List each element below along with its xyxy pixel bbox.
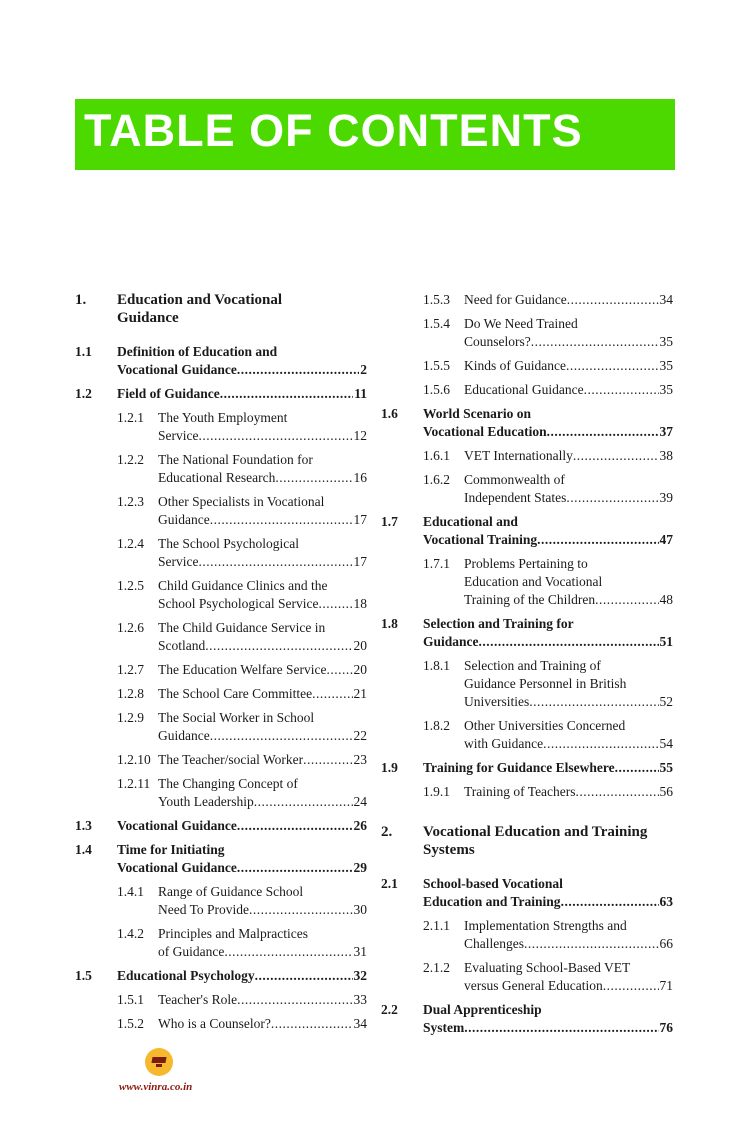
page-number: 76 bbox=[659, 1020, 673, 1035]
entry-title-line: Other Specialists in Vocational bbox=[158, 494, 325, 509]
entry-number: 2.1 bbox=[381, 876, 398, 891]
dot-leader bbox=[584, 381, 659, 399]
entry-title-line: Selection and Training for bbox=[423, 616, 574, 631]
toc-entry[interactable] bbox=[75, 385, 367, 403]
dot-leader bbox=[479, 633, 659, 651]
entry-title-last-line bbox=[158, 469, 367, 487]
toc-banner bbox=[75, 99, 675, 170]
dot-leader bbox=[566, 489, 658, 507]
page-number: 32 bbox=[353, 968, 367, 983]
entry-number: 1.5.2 bbox=[117, 1016, 144, 1031]
entry-number: 2.1.1 bbox=[423, 918, 450, 933]
entry-number: 1.5.3 bbox=[423, 292, 450, 307]
entry-number: 1.7.1 bbox=[423, 556, 450, 571]
dot-leader bbox=[595, 591, 658, 609]
toc-entry[interactable] bbox=[75, 451, 367, 487]
dot-leader bbox=[255, 967, 353, 985]
page-number: 66 bbox=[659, 936, 673, 951]
entry-title-last-line bbox=[158, 427, 367, 445]
toc-entry[interactable] bbox=[75, 577, 367, 613]
toc-entry[interactable] bbox=[381, 555, 673, 609]
entry-title-line: Guidance bbox=[158, 512, 210, 527]
entry-number: 1.2.6 bbox=[117, 620, 144, 635]
entry-title-line: VET Internationally bbox=[464, 448, 573, 463]
entry-title-last-line bbox=[158, 661, 367, 679]
page-number: 51 bbox=[659, 634, 673, 649]
entry-title-last-line bbox=[423, 633, 673, 651]
dot-leader bbox=[237, 361, 359, 379]
chapter-heading[interactable] bbox=[381, 823, 673, 859]
toc-entry[interactable] bbox=[75, 967, 367, 985]
dot-leader bbox=[275, 469, 352, 487]
entry-number: 1.2.11 bbox=[117, 776, 151, 791]
page-number: 55 bbox=[659, 760, 673, 775]
entry-title-line: Vocational Guidance bbox=[117, 362, 237, 377]
toc-entry[interactable] bbox=[381, 447, 673, 465]
page-number: 26 bbox=[353, 818, 367, 833]
entry-number: 1.2.7 bbox=[117, 662, 144, 677]
toc-entry[interactable] bbox=[381, 471, 673, 507]
entry-title-line: Principles and Malpractices bbox=[158, 926, 308, 941]
entry-title-line: Training of the Children bbox=[464, 592, 596, 607]
toc-entry[interactable] bbox=[75, 991, 367, 1009]
entry-title-line: Teacher's Role bbox=[158, 992, 238, 1007]
toc-entry[interactable] bbox=[75, 619, 367, 655]
page-number: 29 bbox=[353, 860, 367, 875]
dot-leader bbox=[524, 935, 659, 953]
entry-title-last-line bbox=[464, 333, 673, 351]
dot-leader bbox=[312, 685, 352, 703]
page-number: 56 bbox=[659, 784, 673, 799]
entry-title-last-line bbox=[158, 553, 367, 571]
dot-leader bbox=[531, 333, 659, 351]
dot-leader bbox=[567, 291, 659, 309]
dot-leader bbox=[271, 1015, 353, 1033]
entry-title-last-line bbox=[464, 357, 673, 375]
entry-title-line: Educational Guidance bbox=[464, 382, 584, 397]
entry-title-line: Commonwealth of bbox=[464, 472, 565, 487]
entry-title-last-line bbox=[464, 591, 673, 609]
page-number: 2 bbox=[360, 362, 367, 377]
page-number: 11 bbox=[354, 386, 367, 401]
entry-number: 1.4.1 bbox=[117, 884, 144, 899]
entry-title-line: Educational Psychology bbox=[117, 968, 255, 983]
entry-number: 1.4.2 bbox=[117, 926, 144, 941]
chapter-number: 1. bbox=[75, 292, 87, 308]
dot-leader bbox=[529, 693, 658, 711]
dot-leader bbox=[205, 637, 352, 655]
page-number: 38 bbox=[659, 448, 673, 463]
entry-title-line: The National Foundation for bbox=[158, 452, 313, 467]
page-number: 35 bbox=[659, 382, 673, 397]
page-number: 17 bbox=[353, 554, 367, 569]
dot-leader bbox=[198, 427, 352, 445]
entry-title-last-line bbox=[158, 727, 367, 745]
dot-leader bbox=[543, 735, 658, 753]
entry-number: 1.2.8 bbox=[117, 686, 144, 701]
page-title: TABLE OF CONTENTS bbox=[84, 105, 583, 156]
website-link[interactable]: www.vinra.co.in bbox=[119, 1081, 193, 1093]
toc-entry[interactable] bbox=[381, 615, 673, 651]
entry-title-last-line bbox=[158, 511, 367, 529]
entry-title-last-line bbox=[158, 751, 367, 769]
dot-leader bbox=[303, 751, 352, 769]
entry-title-line: with Guidance bbox=[464, 736, 544, 751]
page-number: 31 bbox=[353, 944, 367, 959]
entry-title-line: Service bbox=[158, 428, 199, 443]
chapter-number: 2. bbox=[381, 824, 393, 840]
toc-entry[interactable] bbox=[381, 717, 673, 753]
entry-number: 1.2.3 bbox=[117, 494, 144, 509]
toc-entry[interactable] bbox=[381, 917, 673, 953]
toc-entry[interactable] bbox=[381, 1001, 673, 1037]
entry-number: 1.2.4 bbox=[117, 536, 144, 551]
entry-title-line: Guidance bbox=[158, 728, 210, 743]
entry-title-line: Evaluating School-Based VET bbox=[464, 960, 631, 975]
entry-title-last-line bbox=[423, 893, 673, 911]
page-number: 35 bbox=[659, 334, 673, 349]
toc-entry[interactable] bbox=[381, 959, 673, 995]
dot-leader bbox=[561, 893, 659, 911]
entry-title-line: World Scenario on bbox=[423, 406, 532, 421]
entry-number: 1.6 bbox=[381, 406, 398, 421]
entry-title-line: The School Psychological bbox=[158, 536, 299, 551]
entry-title-line: Educational and bbox=[423, 514, 518, 529]
dot-leader bbox=[615, 759, 659, 777]
toc-entry[interactable] bbox=[75, 685, 367, 703]
entry-number: 1.2.10 bbox=[117, 752, 151, 767]
page-number: 39 bbox=[659, 490, 673, 505]
entry-number: 1.5.6 bbox=[423, 382, 450, 397]
page-number: 47 bbox=[659, 532, 673, 547]
entry-number: 1.2.1 bbox=[117, 410, 144, 425]
entry-title-last-line bbox=[158, 943, 367, 961]
toc-entry[interactable] bbox=[381, 657, 673, 711]
entry-title-last-line bbox=[158, 793, 367, 811]
toc-column-left bbox=[75, 291, 367, 1039]
entry-title-line: The Social Worker in School bbox=[158, 710, 315, 725]
toc-entry[interactable] bbox=[75, 661, 367, 679]
entry-number: 2.1.2 bbox=[423, 960, 450, 975]
entry-title-line: School-based Vocational bbox=[423, 876, 563, 891]
entry-number: 1.5 bbox=[75, 968, 92, 983]
entry-number: 1.5.1 bbox=[117, 992, 144, 1007]
entry-title-last-line bbox=[158, 901, 367, 919]
dot-leader bbox=[573, 447, 659, 465]
entry-title-line: Selection and Training of bbox=[464, 658, 601, 673]
toc-entry[interactable] bbox=[75, 1015, 367, 1033]
page-number: 71 bbox=[659, 978, 673, 993]
entry-title-line: Challenges bbox=[464, 936, 524, 951]
entry-title-line: Education and Training bbox=[423, 894, 561, 909]
entry-title-line: Time for Initiating bbox=[117, 842, 225, 857]
entry-title-line: Service bbox=[158, 554, 199, 569]
entry-title-last-line bbox=[423, 759, 673, 777]
entry-title-line: Training of Teachers bbox=[464, 784, 576, 799]
page-number: 22 bbox=[353, 728, 367, 743]
entry-title-line: Child Guidance Clinics and the bbox=[158, 578, 328, 593]
entry-title-line: Who is a Counselor? bbox=[158, 1016, 271, 1031]
entry-title-line: Vocational Guidance bbox=[117, 860, 237, 875]
entry-number: 1.1 bbox=[75, 344, 92, 359]
dot-leader bbox=[537, 531, 658, 549]
entry-title-last-line bbox=[464, 447, 673, 465]
entry-title-line: Scotland bbox=[158, 638, 206, 653]
dot-leader bbox=[224, 943, 352, 961]
page-number: 52 bbox=[659, 694, 673, 709]
entry-title-line: Need To Provide bbox=[158, 902, 250, 917]
entry-title-last-line bbox=[464, 291, 673, 309]
page-number: 16 bbox=[353, 470, 367, 485]
entry-title-last-line bbox=[158, 637, 367, 655]
entry-title-last-line bbox=[158, 1015, 367, 1033]
entry-title-line: Education and Vocational bbox=[464, 574, 603, 589]
entry-title-line: Range of Guidance School bbox=[158, 884, 304, 899]
chapter-heading[interactable] bbox=[75, 291, 367, 327]
dot-leader bbox=[254, 793, 353, 811]
entry-title-line: Vocational Guidance bbox=[117, 818, 237, 833]
entry-title-line: Training for Guidance Elsewhere bbox=[423, 760, 615, 775]
graduation-cap-logo-icon bbox=[145, 1048, 173, 1076]
entry-number: 1.2.2 bbox=[117, 452, 144, 467]
toc-entry[interactable] bbox=[75, 817, 367, 835]
entry-number: 1.6.2 bbox=[423, 472, 450, 487]
dot-leader bbox=[198, 553, 352, 571]
entry-number: 1.8.1 bbox=[423, 658, 450, 673]
toc-entry[interactable] bbox=[381, 315, 673, 351]
entry-number: 1.2.5 bbox=[117, 578, 144, 593]
page-number: 23 bbox=[353, 752, 367, 767]
page-number: 34 bbox=[659, 292, 673, 307]
chapter-title-line: Vocational Education and Training bbox=[423, 824, 648, 840]
entry-title-line: Youth Leadership bbox=[158, 794, 254, 809]
dot-leader bbox=[318, 595, 352, 613]
entry-title-last-line bbox=[464, 735, 673, 753]
entry-title-line: The School Care Committee bbox=[158, 686, 313, 701]
dot-leader bbox=[547, 423, 659, 441]
entry-number: 1.5.5 bbox=[423, 358, 450, 373]
entry-title-last-line bbox=[464, 783, 673, 801]
entry-title-last-line bbox=[117, 967, 367, 985]
toc-entry[interactable] bbox=[75, 709, 367, 745]
toc-entry[interactable] bbox=[75, 751, 367, 769]
entry-number: 1.4 bbox=[75, 842, 92, 857]
chapter-title-line: Guidance bbox=[117, 310, 179, 326]
chapter-title-line: Education and Vocational bbox=[117, 292, 283, 308]
entry-title-line: The Education Welfare Service bbox=[158, 662, 327, 677]
entry-title-last-line bbox=[423, 423, 673, 441]
toc-entry[interactable] bbox=[381, 291, 673, 309]
page-number: 37 bbox=[659, 424, 673, 439]
entry-title-last-line bbox=[464, 977, 673, 995]
entry-title-last-line bbox=[464, 381, 673, 399]
entry-title-line: Guidance bbox=[423, 634, 479, 649]
entry-title-last-line bbox=[117, 859, 367, 877]
entry-title-line: Educational Research bbox=[158, 470, 276, 485]
entry-number: 1.2 bbox=[75, 386, 92, 401]
entry-number: 1.3 bbox=[75, 818, 92, 833]
page-number: 21 bbox=[353, 686, 367, 701]
entry-title-last-line bbox=[423, 1019, 673, 1037]
entry-title-last-line bbox=[117, 385, 367, 403]
entry-title-line: Implementation Strengths and bbox=[464, 918, 627, 933]
entry-title-last-line bbox=[117, 817, 367, 835]
toc-entry[interactable] bbox=[381, 759, 673, 777]
entry-number: 1.2.9 bbox=[117, 710, 144, 725]
entry-title-last-line bbox=[158, 991, 367, 1009]
entry-number: 1.8 bbox=[381, 616, 398, 631]
entry-title-line: The Youth Employment bbox=[158, 410, 288, 425]
entry-title-line: Counselors? bbox=[464, 334, 531, 349]
page-number: 20 bbox=[353, 638, 367, 653]
toc-column-right bbox=[381, 291, 673, 1043]
entry-title-line: School Psychological Service bbox=[158, 596, 319, 611]
toc-entry[interactable] bbox=[381, 381, 673, 399]
page-number: 48 bbox=[659, 592, 673, 607]
toc-entry[interactable] bbox=[75, 535, 367, 571]
entry-title-line: System bbox=[423, 1020, 465, 1035]
dot-leader bbox=[237, 991, 352, 1009]
toc-entry[interactable] bbox=[75, 883, 367, 919]
toc-entry[interactable] bbox=[381, 357, 673, 375]
toc-entry[interactable] bbox=[381, 875, 673, 911]
page-number: 63 bbox=[659, 894, 673, 909]
entry-title-line: The Teacher/social Worker bbox=[158, 752, 304, 767]
entry-title-line: of Guidance bbox=[158, 944, 225, 959]
entry-title-line: Do We Need Trained bbox=[464, 316, 578, 331]
entry-title-line: Guidance Personnel in British bbox=[464, 676, 627, 691]
entry-title-line: Dual Apprenticeship bbox=[423, 1002, 542, 1017]
entry-title-last-line bbox=[158, 595, 367, 613]
entry-number: 1.7 bbox=[381, 514, 398, 529]
entry-number: 2.2 bbox=[381, 1002, 398, 1017]
entry-title-line: Problems Pertaining to bbox=[464, 556, 588, 571]
toc-entry[interactable] bbox=[75, 775, 367, 811]
dot-leader bbox=[237, 817, 353, 835]
toc-entry[interactable] bbox=[381, 405, 673, 441]
dot-leader bbox=[210, 511, 353, 529]
dot-leader bbox=[249, 901, 352, 919]
dot-leader bbox=[603, 977, 659, 995]
page-number: 30 bbox=[353, 902, 367, 917]
toc-entry[interactable] bbox=[381, 783, 673, 801]
entry-number: 1.9.1 bbox=[423, 784, 450, 799]
page-number: 20 bbox=[353, 662, 367, 677]
page-number: 54 bbox=[659, 736, 673, 751]
dot-leader bbox=[576, 783, 659, 801]
toc-entry[interactable] bbox=[75, 841, 367, 877]
entry-title-line: Independent States bbox=[464, 490, 567, 505]
entry-title-last-line bbox=[464, 935, 673, 953]
page-number: 33 bbox=[353, 992, 367, 1007]
entry-title-line: Need for Guidance bbox=[464, 292, 567, 307]
chapter-title-line: Systems bbox=[423, 842, 475, 858]
entry-title-line: Other Universities Concerned bbox=[464, 718, 626, 733]
entry-title-last-line bbox=[158, 685, 367, 703]
entry-title-line: Kinds of Guidance bbox=[464, 358, 566, 373]
page-number: 18 bbox=[353, 596, 367, 611]
dot-leader bbox=[464, 1019, 658, 1037]
entry-number: 1.6.1 bbox=[423, 448, 450, 463]
entry-number: 1.5.4 bbox=[423, 316, 450, 331]
entry-title-line: The Changing Concept of bbox=[158, 776, 298, 791]
entry-title-line: The Child Guidance Service in bbox=[158, 620, 326, 635]
toc-entry[interactable] bbox=[381, 513, 673, 549]
entry-title-last-line bbox=[464, 693, 673, 711]
entry-title-line: versus General Education bbox=[464, 978, 603, 993]
toc-entry[interactable] bbox=[75, 493, 367, 529]
page-number: 35 bbox=[659, 358, 673, 373]
entry-title-line: Vocational Training bbox=[423, 532, 538, 547]
toc-entry[interactable] bbox=[75, 409, 367, 445]
toc-entry[interactable] bbox=[75, 343, 367, 379]
page-number: 17 bbox=[353, 512, 367, 527]
dot-leader bbox=[566, 357, 659, 375]
page-number: 12 bbox=[353, 428, 367, 443]
entry-title-line: Vocational Education bbox=[423, 424, 547, 439]
dot-leader bbox=[220, 385, 353, 403]
entry-title-line: Universities bbox=[464, 694, 530, 709]
dot-leader bbox=[326, 661, 352, 679]
entry-title-last-line bbox=[464, 489, 673, 507]
dot-leader bbox=[210, 727, 353, 745]
toc-entry[interactable] bbox=[75, 925, 367, 961]
entry-number: 1.9 bbox=[381, 760, 398, 775]
entry-number: 1.8.2 bbox=[423, 718, 450, 733]
entry-title-last-line bbox=[423, 531, 673, 549]
entry-title-line: Field of Guidance bbox=[117, 386, 220, 401]
page-number: 24 bbox=[353, 794, 367, 809]
page-number: 34 bbox=[353, 1016, 367, 1031]
dot-leader bbox=[237, 859, 353, 877]
entry-title-line: Definition of Education and bbox=[117, 344, 278, 359]
entry-title-last-line bbox=[117, 361, 367, 379]
